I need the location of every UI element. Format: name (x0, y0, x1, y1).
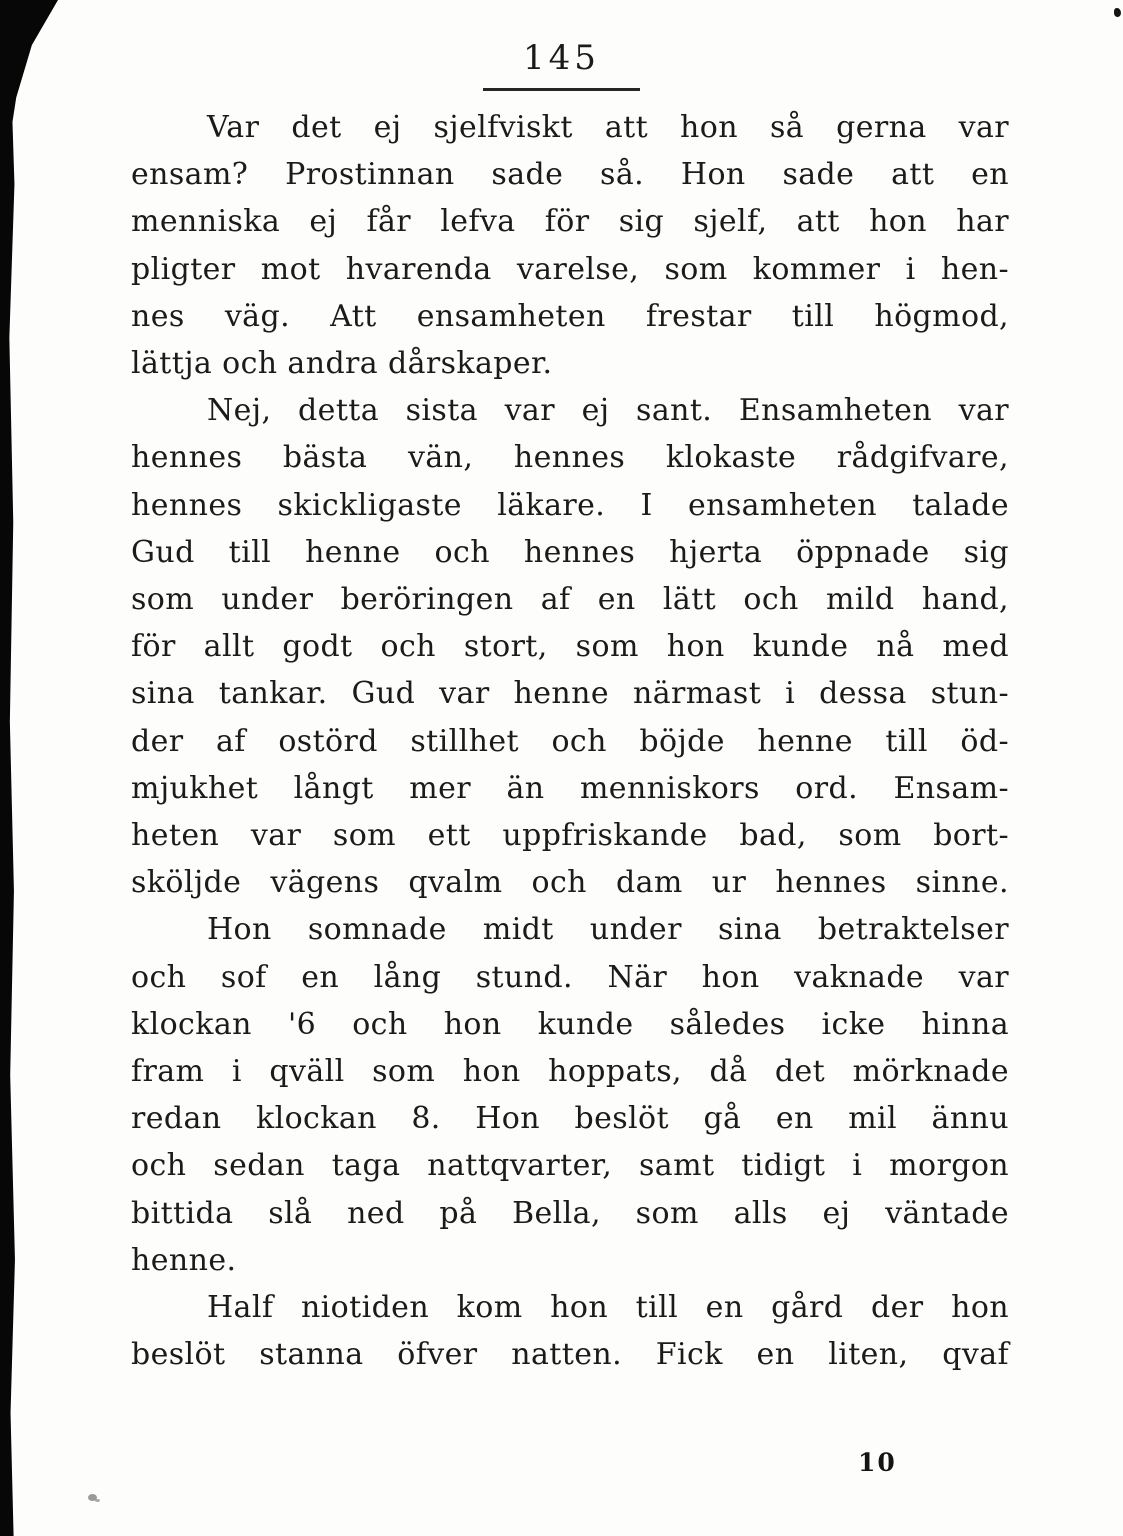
text-line: der af ostörd stillhet och böjde henne till öd- (131, 723, 1009, 759)
text-line: lättja och andra dårskaper. (131, 346, 553, 382)
paragraph (131, 387, 1009, 906)
page-number: 145 (483, 38, 640, 91)
text-line: hennes skickligaste läkare. I ensamheten talade (131, 487, 1009, 523)
text-line: Half niotiden kom hon till en gård der hon (207, 1290, 1009, 1326)
text-line: för allt godt och stort, som hon kunde nå med (131, 629, 1009, 665)
text-line: Nej, detta sista var ej sant. Ensamheten var (207, 393, 1009, 429)
text-line: och sedan taga nattqvarter, samt tidigt i morgon (131, 1148, 1009, 1184)
text-line: nes väg. Att ensamheten frestar till högmod, (131, 298, 1009, 334)
page-header (0, 38, 1123, 91)
paragraph (131, 1284, 1009, 1378)
text-line: och sof en lång stund. När hon vaknade var (131, 959, 1009, 995)
text-line: fram i qväll som hon hoppats, då det mörknade (131, 1054, 1009, 1090)
text-line: henne. (131, 1242, 237, 1278)
scan-edge-artifact (0, 0, 17, 1536)
text-line: som under beröringen af en lätt och mild hand, (131, 582, 1009, 618)
text-line: beslöt stanna öfver natten. Fick en liten, qvaf (131, 1337, 1009, 1373)
text-line: pligter mot hvarenda varelse, som kommer i hen- (131, 251, 1009, 287)
scan-speck (88, 1494, 97, 1501)
text-line: Gud till henne och hennes hjerta öppnade sig (131, 534, 1009, 570)
text-line: klockan '6 och hon kunde således icke hinna (131, 1006, 1009, 1042)
text-line: Var det ej sjelfviskt att hon så gerna var (207, 110, 1009, 145)
paragraph (131, 906, 1009, 1284)
text-line: Hon somnade midt under sina betraktelser (207, 912, 1009, 948)
text-line: ensam? Prostinnan sade så. Hon sade att en (131, 157, 1009, 193)
paragraph (131, 104, 1009, 387)
text-block (131, 104, 1009, 1378)
scan-speck (1114, 8, 1121, 17)
text-line: bittida slå ned på Bella, som alls ej väntade (131, 1195, 1009, 1231)
text-line: sina tankar. Gud var henne närmast i dessa stun- (131, 676, 1009, 712)
text-line: redan klockan 8. Hon beslöt gå en mil ännu (131, 1101, 1009, 1137)
text-line: heten var som ett uppfriskande bad, som bort- (131, 818, 1009, 854)
text-line: mjukhet långt mer än menniskors ord. Ensam- (131, 770, 1009, 806)
text-line: menniska ej får lefva för sig sjelf, att hon har (131, 204, 1009, 240)
text-line: hennes bästa vän, hennes klokaste rådgifvare, (131, 440, 1009, 476)
signature-mark: 10 (858, 1448, 897, 1477)
text-line: sköljde vägens qvalm och dam ur hennes sinne. (131, 865, 1009, 901)
